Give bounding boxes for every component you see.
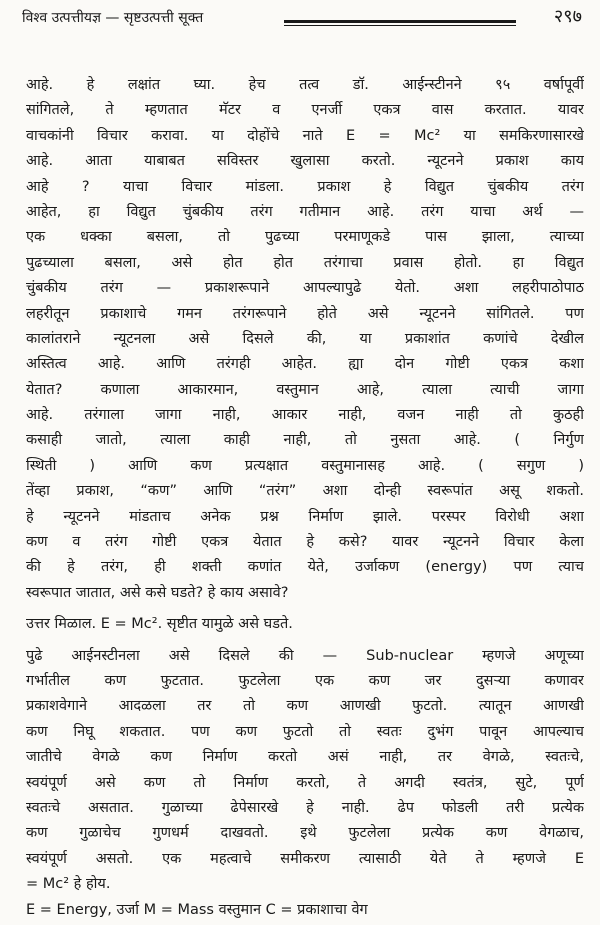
text-line: स्वतःचे असतात. गुळाच्या ढेपेसारखे हे नाही. ढेप फोडली तरी प्रत्येक	[26, 799, 584, 816]
body-text	[26, 73, 584, 923]
text-line: चुंबकीय तरंग — प्रकाशरूपाने आपल्यापुढे येतो. अशा लहरीपाठोपाठ	[26, 280, 584, 297]
text-line: आहे. हे लक्षांत घ्या. हेच तत्व डॉ. आईन्स्टीनने ९५ वर्षापूर्वी	[26, 77, 584, 93]
text-line: स्वयंपूर्ण असतो. एक महत्वाचे समीकरण त्यासाठी येते ते म्हणजे E	[26, 850, 584, 867]
header-rule	[284, 20, 516, 23]
text-line: कालांतराने न्यूटनला असे दिसले की, या प्रकाशांत कणांचे देखील	[26, 330, 584, 347]
text-line: E = Energy, उर्जा M = Mass वस्तुमान C = प्रकाशाचा वेग	[26, 901, 368, 918]
text-line: सांगितले, ते म्हणतात मॅटर व एनर्जी एकत्र वास करतात. यावर	[26, 102, 584, 119]
text-line: वाचकांनी विचार करावा. या दोहोंचे नाते E = Mc² या समकिरणासारखे	[26, 127, 584, 144]
text-line: स्वरूपात जातात, असे कसे घडते? हे काय असावे?	[26, 584, 289, 601]
text-line: एक धक्का बसला, तो पुढच्या परमाणूकडे पास झाला, त्याच्या	[26, 229, 584, 246]
text-line: कसाही जातो, त्याला काही नाही, तो नुसता आहे. ( निर्गुण	[26, 432, 584, 449]
text-line: स्वयंपूर्ण असे कण तो निर्माण करतो, ते अगदी स्वतंत्र, सुटे, पूर्ण	[26, 774, 584, 791]
text-line: आहे. आता याबाबत सविस्तर खुलासा करतो. न्यूटनने प्रकाश काय	[26, 153, 584, 170]
text-line: = Mc² हे होय.	[26, 876, 111, 893]
text-line: गर्भातील कण फुटतात. फुटलेला एक कण जर दुसऱ्या कणावर	[26, 672, 584, 689]
text-line: उत्तर मिळाल. E = Mc². सृष्टीत यामुळे असे घडते.	[26, 616, 293, 633]
text-line: अस्तित्व आहे. आणि तरंगही आहेत. ह्या दोन गोष्टी एकत्र कशा	[26, 356, 584, 373]
text-line: आहे ? याचा विचार मांडला. प्रकाश हे विद्युत चुंबकीय तरंग	[26, 178, 584, 195]
text-line: जातीचे वेगळे कण निर्माण करतो असं नाही, तर वेगळे, स्वतःचे,	[26, 749, 584, 766]
text-line: की हे तरंग, ही शक्ती कणांत येते, उर्जाकण (energy) पण त्याच	[26, 559, 584, 576]
text-line: प्रकाशवेगाने आदळला तर तो कण आणखी फुटतो. त्यातून आणखी	[26, 698, 584, 715]
text-line: लहरीतून प्रकाशाचे गमन तरंगरूपाने होते असे न्यूटनने सांगितले. पण	[26, 305, 584, 322]
text-line: पुढच्याला बसला, असे होत होत तरंगाचा प्रवास होतो. हा विद्युत	[26, 254, 584, 271]
text-line: पुढे आईनस्टीनला असे दिसले की — Sub-nuclear म्हणजे अणूच्या	[26, 647, 584, 664]
text-line: आहे. तरंगाला जागा नाही, आकार नाही, वजन नाही तो कुठही	[26, 407, 584, 424]
header-title: विश्व उत्पत्तीयज्ञ — सृष्टउत्पत्ती सूक्त	[22, 10, 204, 26]
text-line: येतात? कणाला आकारमान, वस्तुमान आहे, त्याला त्याची जागा	[26, 381, 584, 398]
text-line: हे न्यूटनने मांडताच अनेक प्रश्न निर्माण झाले. परस्पर विरोधी अशा	[26, 508, 584, 525]
running-header	[22, 6, 582, 32]
text-line: तेंव्हा प्रकाश, “कण” आणि “तरंग” अशा दोन्ही स्वरूपांत असू शकतो.	[26, 483, 584, 500]
page-number: २९७	[553, 6, 582, 27]
text-line: कण निघू शकतात. पण कण फुटतो तो स्वतः दुभंग पावून आपल्याच	[26, 723, 584, 740]
text-line: आहेत, हा विद्युत चुंबकीय तरंग गतीमान आहे. तरंग याचा अर्थ —	[26, 203, 584, 220]
text-line: कण गुळाचेच गुणधर्म दाखवतो. इथे फुटलेला प्रत्येक कण वेगळाच,	[26, 825, 584, 842]
text-line: स्थिती ) आणि कण प्रत्यक्षात वस्तुमानासह आहे. ( सगुण )	[26, 457, 584, 474]
text-line: कण व तरंग गोष्टी एकत्र येतात हे कसे? यावर न्यूटनने विचार केला	[26, 534, 584, 551]
